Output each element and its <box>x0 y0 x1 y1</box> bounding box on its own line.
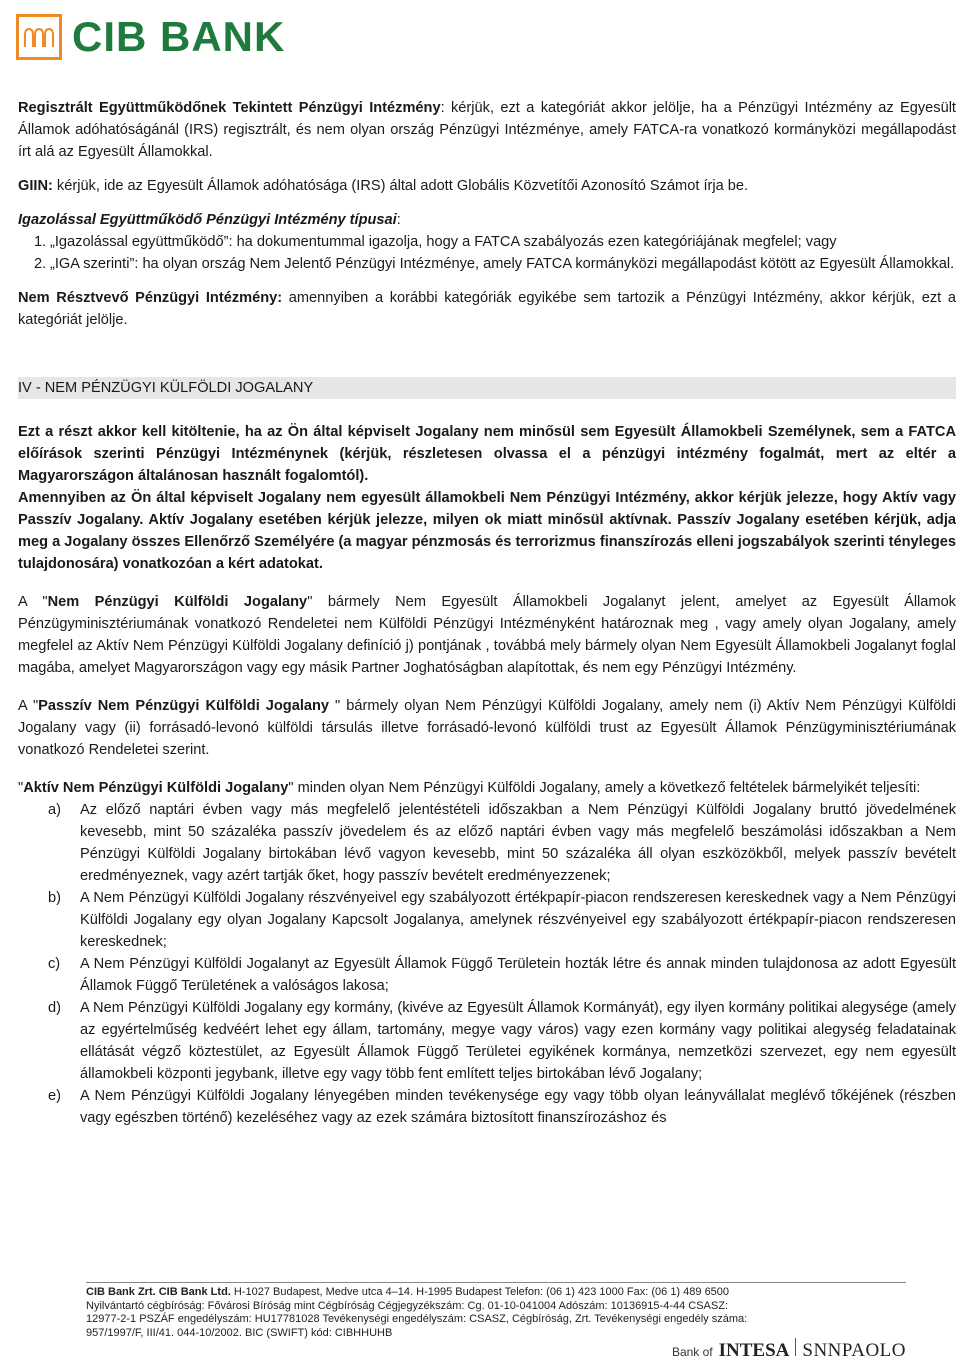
quote-open: " <box>18 780 24 796</box>
list-item <box>18 231 956 253</box>
numbered-list <box>18 231 956 275</box>
defined-term: Nem Pénzügyi Külföldi Jogalany <box>47 594 308 610</box>
bold-paragraph-2: Amennyiben az Ön által képviselt Jogalany nem egyesült államokbeli Nem Pénzügyi Intézmény, akkor kérjük jelezze, hogy Aktív vagy Passzív Jogalany. Aktív Jogalany esetében kérjük jelezze, milyen ok miatt minősül aktívnak. Passzív Jogalany esetében kérjük, adja meg a Jogalany összes Ellenőrző Személyére (a magyar pénzmosás és terrorizmus finanszírozás elleni jogszabályok szerinti tényleges tulajdonosára) vonatkozóan a kért adatokat. <box>18 490 956 572</box>
footer-line-3: 12977-2-1 PSZÁF engedélyszám: HU17781028 Tevékenységi engedélyszám: CSASZ, Cégbíróság, Zrt. Tevékenységi engedély száma: <box>86 1313 748 1325</box>
list-item <box>18 997 956 1085</box>
list-item <box>18 253 956 275</box>
definition-text: " bármely Nem Egyesült Államokbeli Jogalanyt jelent, amelyet az Egyesült Államok Pénzügyminisztériumának vonatkozó Rendeletei nem Külföldi Pénzügyi Intézményként határoznak meg , vagy amely olyan Jogalany, amely megfelel az Aktív Nem Pénzügyi Külföldi Jogalany definíció j) pontjának , továbbá mely bármely olyan Nem Egyesült Államokbeli Jogalanyt foglal magába, amelyet Magyarországon vagy egy másik Partner Joghatóságban alapítottak, és nem egy Pénzügyi Intézmény. <box>18 594 956 676</box>
defined-term: Aktív Nem Pénzügyi Külföldi Jogalany <box>23 780 289 796</box>
logo-divider <box>795 1338 796 1356</box>
footer-line-4: 957/1997/F, III/41. 044-10/2002. BIC (SWIFT) kód: CIBHHUHB <box>86 1326 393 1339</box>
quote-open: A " <box>18 698 39 714</box>
section-header-bar <box>18 377 956 399</box>
list-letter: a) <box>48 802 61 818</box>
list-letter: e) <box>48 1088 61 1104</box>
footer-line-2: Nyilvántartó cégbíróság: Fővárosi Bíróság mint Cégbíróság Cégjegyzékszám: Cg. 01-10-041004 Adószám: 10136915-4-44 CSASZ: <box>86 1299 729 1312</box>
lettered-list <box>18 799 956 1129</box>
paragraph-nonparticipating-fi <box>18 287 956 331</box>
definition-nfe <box>18 591 956 679</box>
list-number: 2. <box>34 256 47 272</box>
logo-text: CIB BANK <box>72 13 286 60</box>
intesa-wordmark: INTESA <box>718 1340 790 1361</box>
heading-colon: : <box>396 212 401 228</box>
document-body <box>18 97 956 1129</box>
defined-term: Passzív Nem Pénzügyi Külföldi Jogalany <box>38 698 330 714</box>
definition-passive-nfe <box>18 695 956 761</box>
paragraph-certified-types-heading <box>18 209 956 231</box>
cib-logo-mark-icon <box>16 14 62 60</box>
list-item <box>18 953 956 997</box>
list-text: A Nem Pénzügyi Külföldi Jogalany lényegében minden tevékenysége egy vagy több olyan leányvállalat meglévő tőkéjének (részben vagy egészben történő) kezeléséhez vagy az ezek számára biztosított finanszírozáshoz és <box>80 1088 956 1126</box>
definition-text: " bármely olyan Nem Pénzügyi Külföldi Jogalany, amely nem (i) Aktív Nem Pénzügyi Külföldi Jogalany vagy (ii) forrásadó-levonó külföldi társulás illetve forrásadó-levonó külföldi trust az Egyesült Államok Pénzügyminisztériumának vonatkozó Rendeletei szerint. <box>18 698 956 758</box>
paragraph-registered-fi <box>18 97 956 163</box>
definition-active-nfe <box>18 777 956 799</box>
term-definition: kérjük, ide az Egyesült Államok adóhatósága (IRS) által adott Globális Közvetítői Azonosító Számot írja be. <box>52 178 749 194</box>
term-definition: : kérjük, ezt a kategóriát akkor jelölje, ha a Pénzügyi Intézmény az Egyesült Államok adóhatóságánál (IRS) regisztrált, és nem olyan ország Pénzügyi Intézménye, amely FATCA-ra vonatkozó kormányközi megállapodást írt alá az Egyesült Államokkal. <box>18 100 956 160</box>
paragraph-giin <box>18 175 956 197</box>
term-definition: amennyiben a korábbi kategóriák egyikébe sem tartozik a Pénzügyi Intézmény, akkor kérjük, ezt a kategóriát jelölje. <box>18 290 956 328</box>
term-bold: Nem Résztvevő Pénzügyi Intézmény: <box>18 290 283 306</box>
footer-company: CIB Bank Zrt. CIB Bank Ltd. <box>86 1286 231 1298</box>
term-bold: Regisztrált Együttműködőnek Tekintett Pénzügyi Intézmény <box>18 100 441 116</box>
list-text: „IGA szerinti”: ha olyan ország Nem Jelentő Pénzügyi Intézménye, amely FATCA kormányközi megállapodást kötött az Egyesült Államokkal. <box>50 256 955 272</box>
list-text: A Nem Pénzügyi Külföldi Jogalanyt az Egyesült Államok Függő Területein hozták létre és annak minden tulajdonosa az adott Egyesült Államok Függő Területének a valóságos lakosa; <box>80 956 956 994</box>
quote-open: A " <box>18 594 48 610</box>
list-item <box>18 1085 956 1129</box>
section-title: IV - NEM PÉNZÜGYI KÜLFÖLDI JOGALANY <box>18 380 314 396</box>
list-text: Az előző naptári évben vagy más megfelelő jelentéstételi időszakban a Nem Pénzügyi Külföldi Jogalany bruttó jövedelmének kevesebb, mint 50 százaléka passzív jövedelem és az előző naptári évben vagy más megfelelő beszámolási időszakban a Nem Pénzügyi Külföldi Jogalany birtokában lévő vagyon kevesebb, mint 50 százaléka áll olyan eszközökből, melyek passzív bevételt eredményeznek, vagy azért tartják őket, hogy passzív bevételt eredményezzenek; <box>80 802 956 884</box>
page-footer <box>86 1282 906 1361</box>
cib-bank-logo <box>16 14 285 60</box>
list-letter: c) <box>48 956 61 972</box>
intesa-sanpaolo-logo <box>672 1338 906 1360</box>
definition-text: " minden olyan Nem Pénzügyi Külföldi Jogalany, amely a következő feltételek bármelyikét teljesíti: <box>288 780 921 796</box>
bank-of-label: Bank of <box>671 1345 713 1359</box>
footer-address: H-1027 Budapest, Medve utca 4–14. H-1995 Budapest Telefon: (06 1) 423 1000 Fax: (06 1) 489 6500 <box>230 1286 730 1298</box>
sanpaolo-wordmark: SNNPAOLO <box>802 1340 906 1361</box>
bold-paragraph-1: Ezt a részt akkor kell kitöltenie, ha az Ön által képviselt Jogalany nem minősül sem Egyesült Államokbeli Személynek, sem a FATCA előírások szerinti Pénzügyi Intézménynek (kérjük, részletesen olvassa el a pénzügyi intézmény fogalmát, mert az eltér a Magyarországon általánosan használt fogalomtól). <box>18 424 956 484</box>
footer-line-1 <box>86 1286 906 1300</box>
list-letter: d) <box>48 1000 61 1016</box>
term-bold: GIIN: <box>18 178 53 194</box>
list-number: 1. <box>34 234 47 250</box>
footer-divider <box>86 1282 906 1283</box>
list-text: A Nem Pénzügyi Külföldi Jogalany részvényeivel egy szabályozott értékpapír-piacon rendszeresen kereskednek vagy a Nem Pénzügyi Külföldi Jogalany egy olyan Jogalany Kapcsolt Jogalanya, amelynek részvényeivel egy szabályozott értékpapír-piacon rendszeresen kereskednek; <box>80 890 956 950</box>
list-item <box>18 799 956 887</box>
heading-bold-italic: Igazolással Együttműködő Pénzügyi Intézmény típusai <box>18 212 397 228</box>
list-text: A Nem Pénzügyi Külföldi Jogalany egy kormány, (kivéve az Egyesült Államok Kormányát), egy ilyen kormány politikai alegysége (amely az egyértelműség kedvéért lehet egy állam, tartomány, megye vagy város) vagy ezen kormány vagy politikai alegység feladatainak ellátását végző köztestület, az Egyesült Államok Függő Területei egyikének kormánya, nemzetközi szervezet, egy nem egyesült államokbeli központi jegybank, illetve egy vagy több fent említett teljes birtokában lévő Jogalany; <box>80 1000 956 1082</box>
list-item <box>18 887 956 953</box>
list-text: „Igazolással együttműködő”: ha dokumentummal igazolja, hogy a FATCA szabályozás ezen kategóriájának megfelel; vagy <box>50 234 837 250</box>
list-letter: b) <box>48 890 61 906</box>
